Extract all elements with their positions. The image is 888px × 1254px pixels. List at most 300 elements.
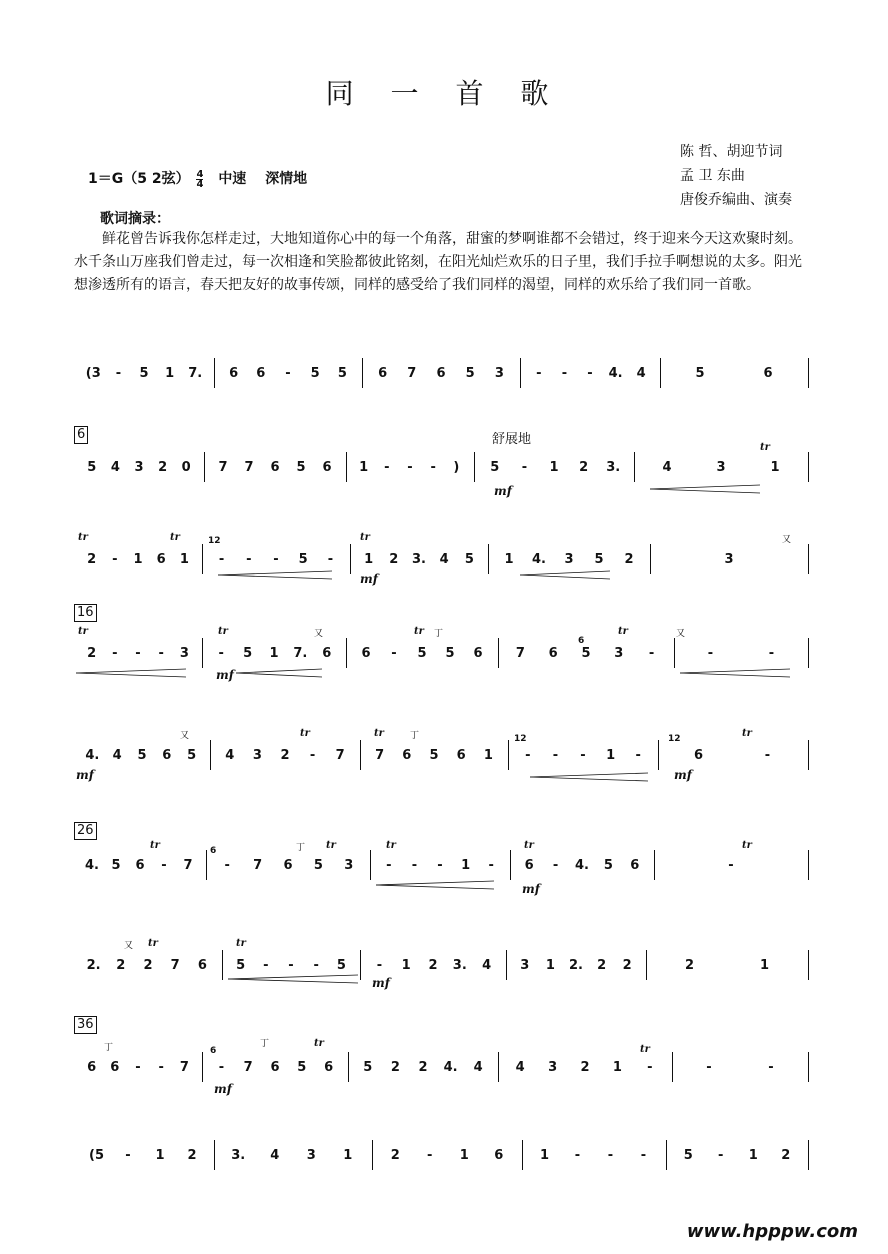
- hairpin: [530, 772, 648, 782]
- note: -: [135, 1060, 141, 1075]
- note: 6: [763, 366, 773, 381]
- trill-mark: tr: [742, 728, 752, 739]
- barline: [808, 850, 809, 880]
- note: 1: [343, 1148, 353, 1163]
- note: 6: [322, 646, 332, 661]
- note: -: [285, 366, 291, 381]
- trill-mark: tr: [524, 840, 534, 851]
- note: -: [768, 1060, 774, 1075]
- note: 5: [87, 460, 97, 475]
- note: -: [158, 646, 164, 661]
- note: 5: [581, 646, 591, 661]
- note: -: [407, 460, 413, 475]
- note: 4: [270, 1148, 280, 1163]
- note: -: [327, 552, 334, 567]
- barline: [522, 1140, 523, 1170]
- note: -: [158, 1060, 164, 1075]
- dynamic-mf: mf: [76, 768, 94, 782]
- note: -: [135, 646, 141, 661]
- staff-row: [74, 950, 810, 984]
- note: 6: [270, 1060, 280, 1075]
- trill-mark: tr: [78, 626, 88, 637]
- note: 5: [594, 552, 604, 567]
- note: 6: [256, 366, 266, 381]
- note: 5: [296, 460, 306, 475]
- grace-note: 12: [208, 536, 221, 546]
- dynamic-mf: mf: [214, 1082, 232, 1096]
- trill-mark: tr: [150, 840, 160, 851]
- note: (5: [89, 1148, 104, 1163]
- note: 5: [417, 646, 427, 661]
- barline: [360, 740, 361, 770]
- note: 4: [636, 366, 646, 381]
- barline: [488, 544, 489, 574]
- note: -: [587, 366, 593, 381]
- note: 3: [344, 858, 354, 873]
- note: -: [607, 1148, 614, 1163]
- note: 6: [524, 858, 534, 873]
- note: 5: [111, 858, 121, 873]
- note: -: [488, 858, 494, 873]
- trill-mark: tr: [414, 626, 424, 637]
- hairpin: [218, 570, 332, 580]
- barline: [202, 638, 203, 668]
- note: 4.: [608, 366, 623, 381]
- barline: [214, 1140, 215, 1170]
- trill-mark: tr: [326, 840, 336, 851]
- credit-arranger: 唐俊乔编曲、演奏: [680, 192, 792, 208]
- note: 2: [390, 1060, 400, 1075]
- note: 7: [183, 858, 193, 873]
- note: -: [386, 858, 392, 873]
- barline: [672, 1052, 673, 1082]
- trill-mark: tr: [742, 840, 752, 851]
- note: 7: [253, 858, 263, 873]
- note: 2: [684, 958, 695, 973]
- key-signature: [88, 168, 307, 189]
- dynamic-mf: mf: [674, 768, 692, 782]
- note: 6: [156, 552, 166, 567]
- hairpin: [76, 668, 186, 678]
- barline: [370, 850, 371, 880]
- trill-mark: tr: [386, 840, 396, 851]
- note: 2: [143, 958, 153, 973]
- note: 2: [390, 1148, 400, 1163]
- barline: [202, 1052, 203, 1082]
- dynamic-mf: mf: [372, 976, 390, 990]
- lyrics-text: 鲜花曾告诉我你怎样走过，大地知道你心中的每一个角落，甜蜜的梦啊谁都不会错过，终于迎来今天这欢聚时刻。水千条山万座我们曾走过，每一次相逢和笑脸都彼此铭刻，在阳光灿烂欢乐的日子里，我们手拉手啊想说的太多。阳光想渗透所有的语言，春天把友好的故事传颂，同样的感受给了我们同样的渴望，同样的欢乐给了我们同一首歌。: [74, 231, 802, 293]
- note: -: [115, 366, 122, 381]
- note: 2: [418, 1060, 428, 1075]
- note: 4: [110, 460, 120, 475]
- note: 1: [461, 858, 471, 873]
- note: -: [574, 1148, 581, 1163]
- note: -: [288, 958, 294, 973]
- note: 6: [322, 460, 332, 475]
- note: 5: [310, 366, 320, 381]
- note: 5: [464, 552, 474, 567]
- note: 7: [335, 748, 345, 763]
- note: 1: [364, 552, 374, 567]
- note: 4: [482, 958, 492, 973]
- barline: [350, 544, 351, 574]
- hairpin: [228, 974, 358, 984]
- watermark: www.hpppw.com: [686, 1221, 858, 1242]
- note: 3: [306, 1148, 316, 1163]
- barline: [808, 544, 809, 574]
- time-bottom: 4: [196, 178, 204, 190]
- grace-note: 6: [210, 846, 217, 856]
- note: -: [521, 460, 528, 475]
- fingering-mark: 又: [676, 629, 686, 639]
- note: 7: [243, 1060, 253, 1075]
- note: 1: [549, 460, 559, 475]
- note: 7: [407, 366, 417, 381]
- note: -: [112, 646, 118, 661]
- note: 5: [683, 1148, 693, 1163]
- note: 4.: [85, 858, 99, 873]
- dynamic-mf: mf: [494, 484, 512, 498]
- note: 7.: [188, 366, 203, 381]
- note: 4: [112, 748, 122, 763]
- note: 7: [179, 1060, 189, 1075]
- hairpin: [680, 668, 790, 678]
- hairpin: [236, 668, 322, 678]
- time-top: 4: [196, 168, 204, 180]
- barline: [346, 638, 347, 668]
- note: 3: [564, 552, 574, 567]
- note: 1: [269, 646, 279, 661]
- note: 5: [695, 366, 705, 381]
- string-tuning: 5 2弦）: [137, 171, 190, 187]
- note: -: [764, 748, 771, 763]
- note: -: [391, 646, 397, 661]
- note: 5: [236, 958, 246, 973]
- barline: [506, 950, 507, 980]
- grace-note: 12: [514, 734, 527, 744]
- note: 1: [133, 552, 143, 567]
- note: 5: [603, 858, 613, 873]
- note: 4.: [532, 552, 546, 567]
- key-prefix: 1＝G（: [88, 171, 138, 187]
- lyrics-label: 歌词摘录：: [100, 211, 170, 227]
- mood: 深情地: [265, 171, 308, 187]
- note: 4.: [443, 1060, 458, 1075]
- note: 0: [181, 460, 191, 475]
- note: 4: [515, 1060, 525, 1075]
- note: 3.: [606, 460, 621, 475]
- note: 1: [459, 1148, 469, 1163]
- note: 1: [539, 1148, 550, 1163]
- note: 1: [545, 958, 555, 973]
- note: 1: [483, 748, 493, 763]
- note: 6: [436, 366, 446, 381]
- note: -: [552, 858, 559, 873]
- note: -: [309, 748, 316, 763]
- rehearsal-16: 16: [74, 604, 97, 622]
- grace-note: 6: [210, 1046, 217, 1056]
- note: 7: [170, 958, 180, 973]
- note: 1: [165, 366, 175, 381]
- barline: [646, 950, 647, 980]
- note: 1: [759, 958, 770, 973]
- note: 3.: [452, 958, 467, 973]
- barline: [808, 452, 809, 482]
- trill-mark: tr: [360, 532, 370, 543]
- barline: [498, 1052, 499, 1082]
- fingering-mark: 又: [782, 535, 792, 545]
- note: -: [580, 748, 586, 763]
- fingering-mark: 丁: [104, 1043, 114, 1053]
- note: -: [430, 460, 436, 475]
- note: -: [648, 646, 655, 661]
- note: 2: [781, 1148, 791, 1163]
- note: -: [125, 1148, 131, 1163]
- fingering-mark: 又: [180, 731, 190, 741]
- note: -: [707, 646, 714, 661]
- hairpin: [650, 484, 760, 494]
- note: 5: [465, 366, 475, 381]
- note: -: [263, 958, 269, 973]
- note: 2: [280, 748, 290, 763]
- note: 4: [662, 460, 672, 475]
- note: 7.: [293, 646, 308, 661]
- note: 2: [116, 958, 126, 973]
- note: 6: [110, 1060, 120, 1075]
- trill-mark: tr: [148, 938, 158, 949]
- note: 6: [270, 460, 280, 475]
- note: 5: [336, 958, 346, 973]
- rehearsal-6: 6: [74, 426, 88, 444]
- barline: [202, 544, 203, 574]
- staff-row: [74, 638, 810, 672]
- note: 2: [597, 958, 607, 973]
- note: 1: [612, 1060, 622, 1075]
- rehearsal-26: 26: [74, 822, 97, 840]
- note: 2: [579, 460, 589, 475]
- barline: [214, 358, 215, 388]
- barline: [474, 452, 475, 482]
- grace-note: 6: [578, 636, 585, 646]
- barline: [660, 358, 661, 388]
- note: 2: [87, 552, 97, 567]
- trill-mark: tr: [760, 442, 770, 453]
- note: 4: [439, 552, 449, 567]
- barline: [658, 740, 659, 770]
- trill-mark: tr: [78, 532, 88, 543]
- trill-mark: tr: [170, 532, 180, 543]
- note: 2: [624, 552, 634, 567]
- note: -: [427, 1148, 433, 1163]
- note: -: [552, 748, 559, 763]
- note: -: [635, 748, 641, 763]
- fingering-mark: 丁: [260, 1039, 270, 1049]
- barline: [634, 452, 635, 482]
- note: 2: [87, 646, 97, 661]
- note: 4: [473, 1060, 483, 1075]
- barline: [372, 1140, 373, 1170]
- note: 6: [162, 748, 172, 763]
- rehearsal-36: 36: [74, 1016, 97, 1034]
- barline: [210, 740, 211, 770]
- note: -: [218, 646, 224, 661]
- barline: [808, 358, 809, 388]
- grace-note: 12: [668, 734, 681, 744]
- barline: [508, 740, 509, 770]
- note: -: [376, 958, 383, 973]
- note: 3: [494, 366, 504, 381]
- note: 6: [548, 646, 558, 661]
- barline: [360, 950, 361, 980]
- barline: [808, 740, 809, 770]
- note: 6: [494, 1148, 504, 1163]
- note: 1: [179, 552, 189, 567]
- note: 1: [748, 1148, 758, 1163]
- dynamic-mf: mf: [216, 668, 234, 682]
- note: 2: [187, 1148, 197, 1163]
- note: 4.: [575, 858, 589, 873]
- note: 6: [87, 1060, 97, 1075]
- note: 5: [313, 858, 323, 873]
- note: 1: [504, 552, 514, 567]
- note: 2.: [569, 958, 583, 973]
- credit-lyricist: 陈 哲、胡迎节词: [680, 144, 783, 160]
- staff-row: [74, 1052, 810, 1086]
- fingering-mark: 丁: [410, 731, 420, 741]
- note: -: [313, 958, 319, 973]
- note: -: [768, 646, 775, 661]
- note: 3: [548, 1060, 558, 1075]
- staff-row: [74, 544, 810, 578]
- note: 3: [614, 646, 624, 661]
- note: 5: [445, 646, 455, 661]
- note: 6: [135, 858, 145, 873]
- note: 5: [297, 1060, 307, 1075]
- note: -: [218, 552, 225, 567]
- note: 5: [337, 366, 347, 381]
- note: 6: [456, 748, 466, 763]
- note: 6: [229, 366, 239, 381]
- staff-row: [74, 452, 810, 486]
- note: 3: [724, 552, 734, 567]
- note: 6: [473, 646, 483, 661]
- note: -: [437, 858, 443, 873]
- note: 7: [218, 460, 228, 475]
- note: 2: [580, 1060, 590, 1075]
- barline: [808, 950, 809, 980]
- note: 5: [490, 460, 500, 475]
- barline: [808, 1140, 809, 1170]
- note: 3.: [231, 1148, 246, 1163]
- credit-composer: 孟 卫 东曲: [680, 168, 745, 184]
- dynamic-mf: mf: [522, 882, 540, 896]
- note: -: [161, 858, 167, 873]
- note: -: [218, 1060, 225, 1075]
- fingering-mark: 丁: [296, 843, 306, 853]
- note: -: [718, 1148, 724, 1163]
- barline: [362, 358, 363, 388]
- staff-row: [74, 740, 810, 774]
- note: 2: [428, 958, 438, 973]
- note: 5: [429, 748, 439, 763]
- note: 5: [187, 748, 197, 763]
- note: 2: [389, 552, 399, 567]
- barline: [654, 850, 655, 880]
- note: -: [640, 1148, 647, 1163]
- note: 5: [363, 1060, 373, 1075]
- staff-row: [74, 358, 810, 392]
- hairpin: [376, 880, 494, 890]
- note: 6: [378, 366, 388, 381]
- barline: [498, 638, 499, 668]
- note: -: [525, 748, 531, 763]
- note: 4: [225, 748, 235, 763]
- note: 6: [197, 958, 207, 973]
- note: -: [728, 858, 734, 873]
- barline: [520, 358, 521, 388]
- note: 6: [324, 1060, 334, 1075]
- note: 5: [243, 646, 253, 661]
- fingering-mark: 丁: [434, 629, 444, 639]
- note: 1: [606, 748, 616, 763]
- note: 6: [693, 748, 704, 763]
- barline: [348, 1052, 349, 1082]
- note: 1: [401, 958, 411, 973]
- note: 7: [375, 748, 385, 763]
- tempo: 中速: [218, 171, 247, 187]
- fingering-mark: 又: [124, 941, 134, 951]
- trill-mark: tr: [236, 938, 246, 949]
- barline: [666, 1140, 667, 1170]
- note: 3: [716, 460, 726, 475]
- note: -: [561, 366, 568, 381]
- note: 2: [622, 958, 632, 973]
- note: ): [453, 460, 460, 475]
- hairpin: [520, 570, 610, 580]
- note: 6: [283, 858, 293, 873]
- trill-mark: tr: [300, 728, 310, 739]
- barline: [510, 850, 511, 880]
- note: 6: [402, 748, 412, 763]
- barline: [206, 850, 207, 880]
- note: 3.: [412, 552, 426, 567]
- barline: [674, 638, 675, 668]
- barline: [222, 950, 223, 980]
- credits: [680, 140, 792, 212]
- time-signature: [196, 170, 203, 189]
- barline: [204, 452, 205, 482]
- note: 6: [361, 646, 371, 661]
- note: -: [706, 1060, 712, 1075]
- trill-mark: tr: [374, 728, 384, 739]
- direction-text: 舒展地: [492, 432, 532, 447]
- note: 1: [359, 460, 369, 475]
- note: 4.: [85, 748, 100, 763]
- barline: [346, 452, 347, 482]
- note: 6: [630, 858, 640, 873]
- note: 2: [158, 460, 168, 475]
- note: -: [273, 552, 279, 567]
- note: 1: [155, 1148, 165, 1163]
- fingering-mark: 又: [314, 629, 324, 639]
- song-title: 同 一 首 歌: [325, 77, 563, 110]
- note: -: [647, 1060, 653, 1075]
- note: (3: [85, 366, 101, 381]
- note: -: [536, 366, 542, 381]
- note: -: [246, 552, 252, 567]
- note: 7: [244, 460, 254, 475]
- barline: [650, 544, 651, 574]
